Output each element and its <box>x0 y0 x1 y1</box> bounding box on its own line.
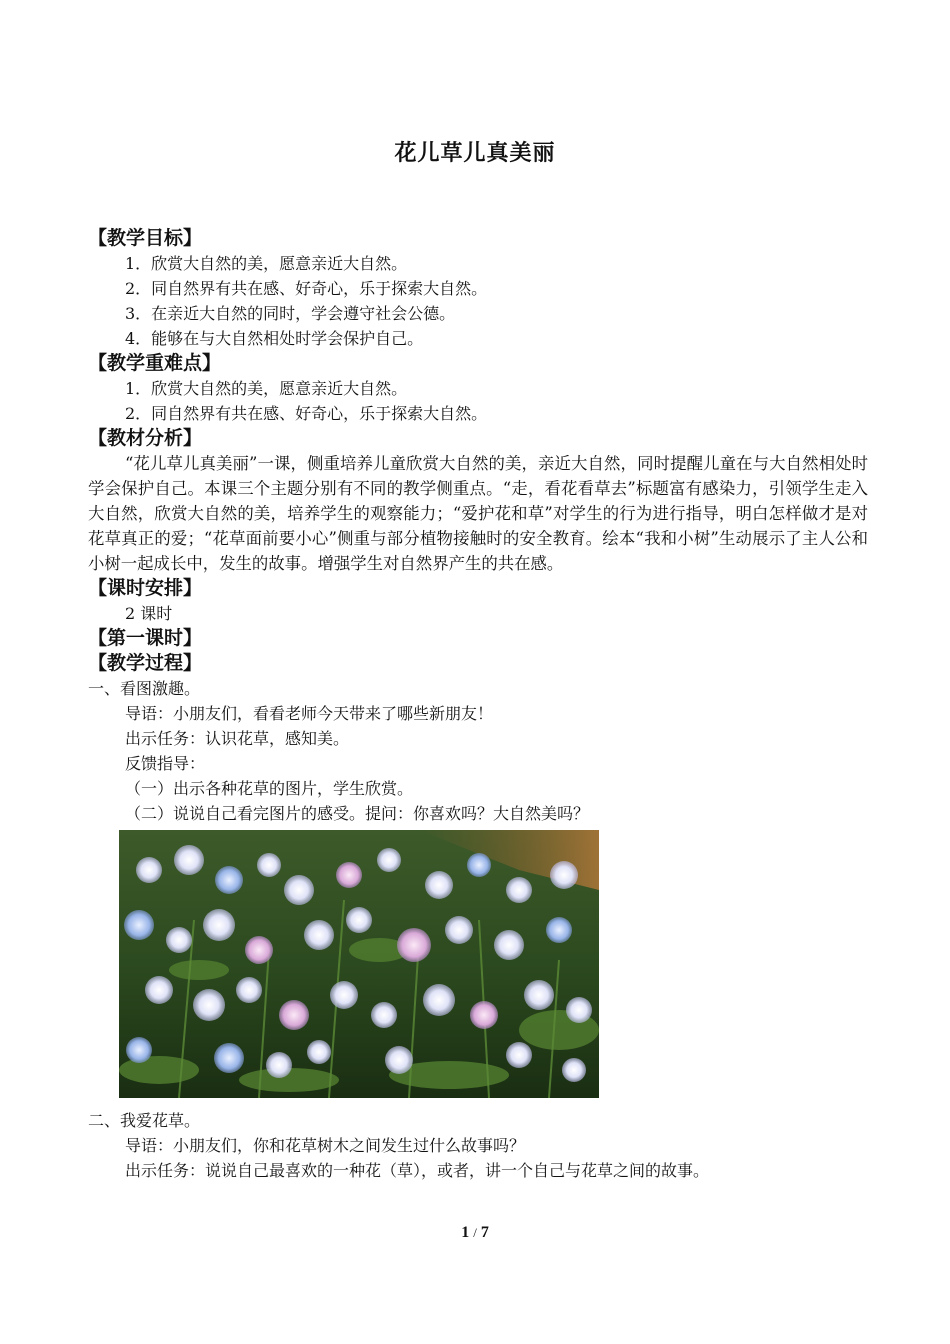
part1-line: 导语：小朋友们，看看老师今天带来了哪些新朋友！ <box>125 704 494 723</box>
part2-line: 出示任务：说说自己最喜欢的一种花（草），或者，讲一个自己与花草之间的故事。 <box>125 1161 710 1180</box>
goal-item: 4．能够在与大自然相处时学会保护自己。 <box>125 329 424 348</box>
part1-line: （一）出示各种花草的图片，学生欣赏。 <box>125 779 414 798</box>
keypoint-item: 2．同自然界有共在感、好奇心，乐于探索大自然。 <box>125 404 488 423</box>
part2-title: 二、我爱花草。 <box>88 1111 201 1130</box>
page-title: 花儿草儿真美丽 <box>394 141 556 166</box>
goal-item: 2．同自然界有共在感、好奇心，乐于探索大自然。 <box>125 279 488 298</box>
page-number <box>0 1224 950 1242</box>
total-pages: 7 <box>480 1224 489 1241</box>
part1-line: （二）说说自己看完图片的感受。提问：你喜欢吗？大自然美吗？ <box>125 804 590 823</box>
part2-line: 导语：小朋友们，你和花草树木之间发生过什么故事吗？ <box>125 1136 526 1155</box>
lesson1-heading: 【第一课时】 <box>88 627 203 649</box>
document-body <box>88 226 868 1183</box>
goals-heading: 【教学目标】 <box>88 227 203 249</box>
part1-line: 出示任务：认识花草，感知美。 <box>125 729 350 748</box>
process-heading: 【教学过程】 <box>88 652 203 674</box>
schedule-text: 2 课时 <box>125 604 173 623</box>
keypoint-item: 1．欣赏大自然的美，愿意亲近大自然。 <box>125 379 408 398</box>
part1-line: 反馈指导： <box>125 754 206 773</box>
page-separator: / <box>473 1225 477 1240</box>
analysis-paragraph: “花儿草儿真美丽”一课，侧重培养儿童欣赏大自然的美，亲近大自然，同时提醒儿童在与大自然相处时学会保护自己。本课三个主题分别有不同的教学侧重点。“走，看花看草去”标题富有感染力，引领学生走入大自然，欣赏大自然的美，培养学生的观察能力；“爱护花和草”对学生的行为进行指导，明白怎样做才是对花草真正的爱；“花草面前要小心”侧重与部分植物接触时的安全教育。绘本“我和小树”生动展示了主人公和小树一起成长中，发生的故事。增强学生对自然界产生的共在感。 <box>88 454 868 573</box>
analysis-heading: 【教材分析】 <box>88 427 203 449</box>
keypoints-heading: 【教学重难点】 <box>88 352 222 374</box>
schedule-heading: 【课时安排】 <box>88 577 203 599</box>
current-page: 1 <box>461 1224 470 1241</box>
goal-item: 1．欣赏大自然的美，愿意亲近大自然。 <box>125 254 408 273</box>
flower-photo <box>119 830 599 1098</box>
part1-title: 一、看图激趣。 <box>88 679 201 698</box>
goal-item: 3．在亲近大自然的同时，学会遵守社会公德。 <box>125 304 456 323</box>
